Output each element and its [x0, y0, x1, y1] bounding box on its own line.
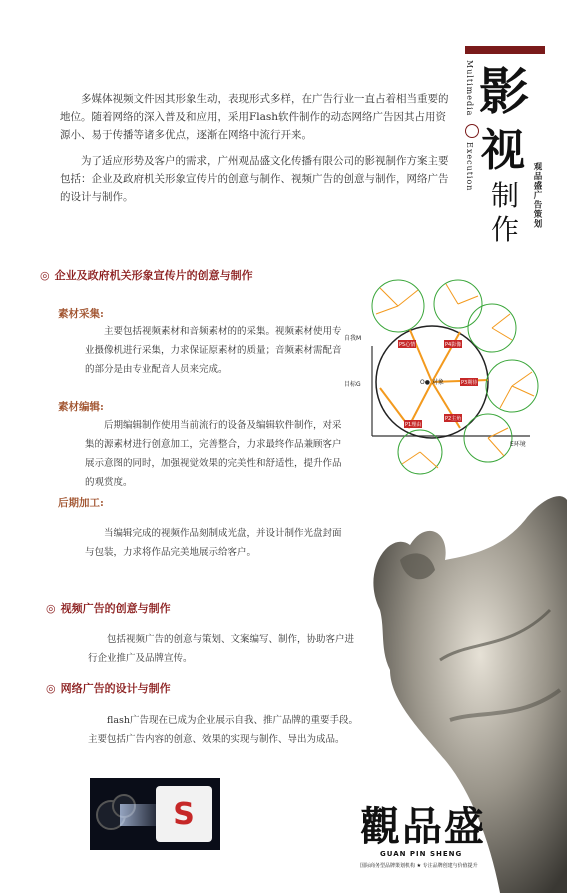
- projector-image: [90, 778, 220, 850]
- node-p1: P1理由: [405, 422, 422, 428]
- vertical-english-1: Multimedia: [465, 60, 474, 117]
- title-char-zuo: 作: [491, 213, 520, 246]
- brand-name-cn: 觀品盛: [360, 803, 486, 850]
- brand-tagline: 国际商务型品牌策划机构 ★ 专注品牌创建与价值提升: [360, 863, 478, 869]
- brand-name-en: GUAN PIN SHENG: [380, 850, 463, 858]
- edit-text: 后期编辑制作使用当前流行的设备及编辑软件制作，对采集的源素材进行创意加工，完善整合，力求最终作品兼顾客户展示意图的同时，加强视觉效果的完美性和舒适性，提升作品的观赏度。: [85, 420, 342, 488]
- capture-text: 主要包括视频素材和音频素材的的采集。视频素材使用专业摄像机进行采集，力求保证原素材的质量；音频素材需配音的部分是由专业配音人员来完成。: [85, 326, 342, 375]
- title-char-zhi: 制: [491, 179, 520, 212]
- node-p4: P4影像: [445, 342, 462, 348]
- video-ad-text: 包括视频广告的创意与策划、文案编写、制作，协助客户进行企业推广及品牌宣传。: [88, 634, 355, 664]
- vertical-company: 观品盛广告策划: [532, 162, 542, 229]
- axis-label-e: E环境: [510, 441, 526, 448]
- axis-label-g: 目标G: [344, 381, 361, 388]
- strategy-diagram: [340, 268, 540, 478]
- intro-paragraph-1: 多媒体视频文件因其形象生动，表现形式多样，在广告行业一直占着相当重要的地位。随着网络的深入普及和应用，采用Flash软件制作的动态网络广告因其占用资源小、易于传播等诸多优点，逐渐在网络中流行开来。: [60, 93, 449, 141]
- section-title-corporate: ◎ 企业及政府机关形象宣传片的创意与制作: [40, 269, 253, 282]
- circle-bullet-icon: ◎: [46, 682, 56, 695]
- subtitle-capture: 素材采集:: [58, 308, 104, 320]
- axis-label-m: 自我M: [344, 335, 362, 342]
- projector-beam: [120, 804, 160, 826]
- center-label: O● 对象: [420, 379, 444, 386]
- title-circle-icon: [465, 124, 479, 138]
- section-title-web-ad: ◎ 网络广告的设计与制作: [46, 682, 171, 695]
- section-title-video-ad: ◎ 视频广告的创意与制作: [46, 602, 171, 615]
- web-ad-text: flash广告现在已成为企业展示自我、推广品牌的重要手段。主要包括广告内容的创意、效果的实现与制作、导出为成品。: [88, 715, 358, 745]
- intro-paragraph-2: 为了适应形势及客户的需求，广州观品盛文化传播有限公司的影视制作方案主要包括：企业及政府机关形象宣传片的创意与制作、视频广告的创意与制作，网络广告的设计与制作。: [60, 155, 449, 203]
- post-text: 当编辑完成的视频作品刻制成光盘，并设计制作光盘封面与包装，力求将作品完美地展示给客户。: [85, 528, 342, 558]
- node-p3: P3期待: [461, 380, 478, 386]
- circle-bullet-icon: ◎: [40, 269, 50, 282]
- node-p2: P2主角: [445, 416, 462, 422]
- vertical-english-2: Execution: [465, 142, 474, 192]
- node-p5: P5心情: [399, 342, 416, 348]
- brand-logo: [360, 795, 510, 869]
- circle-bullet-icon: ◎: [46, 602, 56, 615]
- side-title-mark: [465, 46, 545, 276]
- subtitle-post: 后期加工:: [58, 497, 104, 509]
- subtitle-edit: 素材编辑:: [58, 401, 104, 413]
- screen-logo: S: [156, 786, 212, 842]
- title-char-ying: 影: [479, 62, 529, 121]
- title-char-shi: 视: [481, 125, 525, 176]
- intro-block: [60, 90, 450, 206]
